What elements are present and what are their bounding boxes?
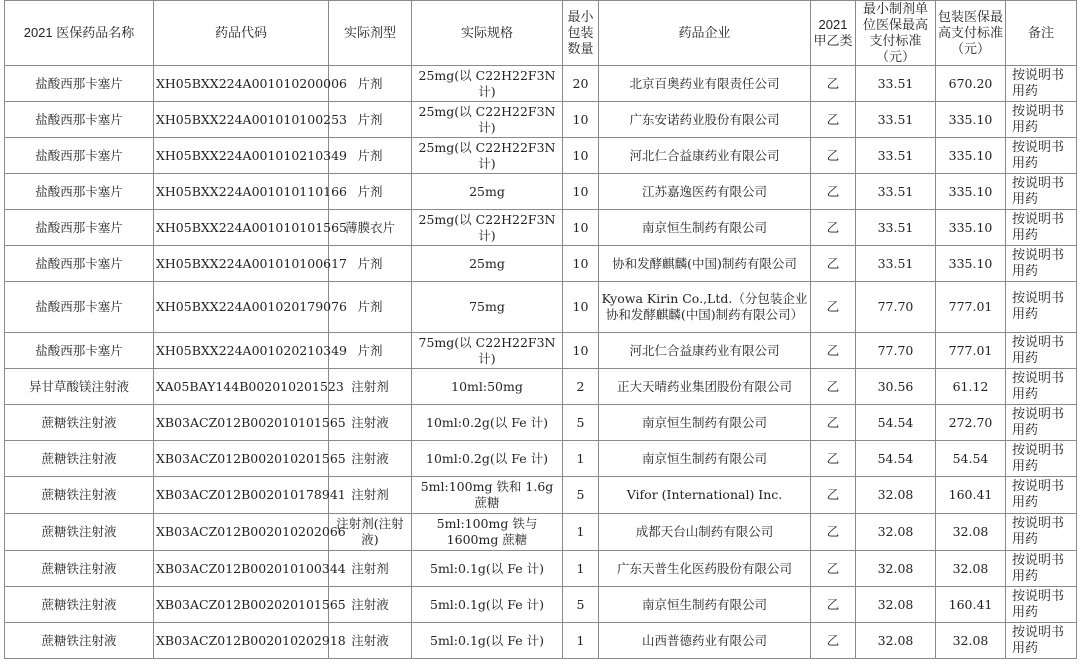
cell-package-quantity: 5: [563, 587, 599, 623]
cell-package-price-limit: 32.08: [936, 514, 1006, 551]
cell-drug-code: XH05BXX224A001020179076: [154, 282, 329, 333]
cell-unit-price-limit: 32.08: [856, 587, 936, 623]
cell-manufacturer: 山西普德药业有限公司: [599, 623, 811, 659]
cell-package-price-limit: 61.12: [936, 369, 1006, 405]
cell-drug-name: 蔗糖铁注射液: [5, 551, 154, 587]
cell-package-price-limit: 54.54: [936, 441, 1006, 477]
cell-unit-price-limit: 33.51: [856, 66, 936, 102]
cell-package-price-limit: 777.01: [936, 282, 1006, 333]
cell-remarks: 按说明书用药: [1006, 587, 1077, 623]
cell-dosage-form: 片剂: [329, 282, 412, 333]
cell-drug-name: 盐酸西那卡塞片: [5, 174, 154, 210]
table-row: [5, 477, 1077, 514]
cell-category: 乙: [811, 551, 856, 587]
cell-package-price-limit: 32.08: [936, 551, 1006, 587]
cell-remarks: 按说明书用药: [1006, 514, 1077, 551]
cell-remarks: 按说明书用药: [1006, 477, 1077, 514]
cell-unit-price-limit: 54.54: [856, 405, 936, 441]
cell-drug-name: 盐酸西那卡塞片: [5, 333, 154, 369]
table-row: [5, 102, 1077, 138]
cell-dosage-form: 片剂: [329, 333, 412, 369]
cell-unit-price-limit: 30.56: [856, 369, 936, 405]
cell-drug-name: 蔗糖铁注射液: [5, 405, 154, 441]
cell-package-quantity: 2: [563, 369, 599, 405]
cell-manufacturer: Vifor (International) Inc.: [599, 477, 811, 514]
cell-specification: 5ml:0.1g(以 Fe 计): [412, 623, 563, 659]
cell-package-price-limit: 777.01: [936, 333, 1006, 369]
cell-remarks: 按说明书用药: [1006, 282, 1077, 333]
cell-package-price-limit: 335.10: [936, 102, 1006, 138]
cell-drug-name: 蔗糖铁注射液: [5, 587, 154, 623]
cell-unit-price-limit: 33.51: [856, 246, 936, 282]
cell-drug-code: XB03ACZ012B002010202918: [154, 623, 329, 659]
cell-remarks: 按说明书用药: [1006, 102, 1077, 138]
cell-manufacturer: 南京恒生制药有限公司: [599, 405, 811, 441]
cell-drug-name: 盐酸西那卡塞片: [5, 246, 154, 282]
cell-dosage-form: 注射剂(注射液): [329, 514, 412, 551]
cell-package-price-limit: 32.08: [936, 623, 1006, 659]
cell-drug-code: XB03ACZ012B002020101565: [154, 587, 329, 623]
header-remarks: 备注: [1006, 1, 1077, 66]
cell-unit-price-limit: 54.54: [856, 441, 936, 477]
cell-manufacturer: 成都天台山制药有限公司: [599, 514, 811, 551]
cell-package-quantity: 10: [563, 102, 599, 138]
header-manufacturer: 药品企业: [599, 1, 811, 66]
cell-manufacturer: Kyowa Kirin Co.,Ltd.（分包装企业协和发酵麒麟(中国)制药有限公司）: [599, 282, 811, 333]
cell-package-quantity: 10: [563, 333, 599, 369]
cell-remarks: 按说明书用药: [1006, 174, 1077, 210]
cell-remarks: 按说明书用药: [1006, 369, 1077, 405]
cell-drug-code: XA05BAY144B002010201523: [154, 369, 329, 405]
cell-package-price-limit: 335.10: [936, 174, 1006, 210]
cell-remarks: 按说明书用药: [1006, 138, 1077, 174]
cell-package-quantity: 20: [563, 66, 599, 102]
cell-dosage-form: 注射液: [329, 587, 412, 623]
cell-drug-code: XH05BXX224A001010101565: [154, 210, 329, 246]
cell-unit-price-limit: 33.51: [856, 210, 936, 246]
cell-unit-price-limit: 32.08: [856, 623, 936, 659]
cell-remarks: 按说明书用药: [1006, 405, 1077, 441]
cell-dosage-form: 片剂: [329, 246, 412, 282]
cell-package-quantity: 10: [563, 138, 599, 174]
cell-dosage-form: 薄膜衣片: [329, 210, 412, 246]
cell-remarks: 按说明书用药: [1006, 623, 1077, 659]
header-drug-name: 2021 医保药品名称: [5, 1, 154, 66]
cell-category: 乙: [811, 174, 856, 210]
cell-specification: 5ml:0.1g(以 Fe 计): [412, 551, 563, 587]
cell-package-quantity: 10: [563, 246, 599, 282]
table-row: [5, 623, 1077, 659]
header-package-price-limit: 包装医保最高支付标准（元）: [936, 1, 1006, 66]
cell-unit-price-limit: 32.08: [856, 477, 936, 514]
cell-unit-price-limit: 77.70: [856, 333, 936, 369]
cell-drug-code: XB03ACZ012B002010100344: [154, 551, 329, 587]
header-unit-price-limit: 最小制剂单位医保最高支付标准（元）: [856, 1, 936, 66]
header-row: [5, 1, 1077, 66]
cell-specification: 25mg(以 C22H22F3N 计): [412, 102, 563, 138]
cell-remarks: 按说明书用药: [1006, 441, 1077, 477]
cell-manufacturer: 正大天晴药业集团股份有限公司: [599, 369, 811, 405]
cell-manufacturer: 南京恒生制药有限公司: [599, 587, 811, 623]
cell-drug-code: XH05BXX224A001010210349: [154, 138, 329, 174]
header-category: 2021甲乙类: [811, 1, 856, 66]
table-row: [5, 551, 1077, 587]
cell-package-quantity: 5: [563, 405, 599, 441]
cell-package-price-limit: 335.10: [936, 138, 1006, 174]
table-row: [5, 405, 1077, 441]
cell-drug-code: XB03ACZ012B002010201565: [154, 441, 329, 477]
cell-remarks: 按说明书用药: [1006, 551, 1077, 587]
cell-drug-code: XB03ACZ012B002010178941: [154, 477, 329, 514]
cell-category: 乙: [811, 514, 856, 551]
cell-category: 乙: [811, 246, 856, 282]
cell-unit-price-limit: 77.70: [856, 282, 936, 333]
cell-drug-code: XB03ACZ012B002010202066: [154, 514, 329, 551]
cell-category: 乙: [811, 405, 856, 441]
cell-category: 乙: [811, 587, 856, 623]
table-row: [5, 282, 1077, 333]
cell-dosage-form: 片剂: [329, 174, 412, 210]
header-dosage-form: 实际剂型: [329, 1, 412, 66]
cell-specification: 5ml:100mg 铁和 1.6g 蔗糖: [412, 477, 563, 514]
cell-specification: 25mg(以 C22H22F3N 计): [412, 138, 563, 174]
cell-manufacturer: 协和发酵麒麟(中国)制药有限公司: [599, 246, 811, 282]
cell-category: 乙: [811, 138, 856, 174]
cell-dosage-form: 注射剂: [329, 551, 412, 587]
cell-specification: 10ml:0.2g(以 Fe 计): [412, 405, 563, 441]
header-package-quantity: 最小包装数量: [563, 1, 599, 66]
cell-category: 乙: [811, 369, 856, 405]
cell-drug-name: 蔗糖铁注射液: [5, 623, 154, 659]
cell-drug-name: 蔗糖铁注射液: [5, 441, 154, 477]
cell-manufacturer: 河北仁合益康药业有限公司: [599, 333, 811, 369]
cell-category: 乙: [811, 441, 856, 477]
cell-category: 乙: [811, 282, 856, 333]
cell-dosage-form: 注射液: [329, 441, 412, 477]
cell-category: 乙: [811, 66, 856, 102]
cell-dosage-form: 片剂: [329, 138, 412, 174]
cell-specification: 5ml:100mg 铁与 1600mg 蔗糖: [412, 514, 563, 551]
cell-specification: 25mg(以 C22H22F3N 计): [412, 210, 563, 246]
cell-package-quantity: 1: [563, 514, 599, 551]
cell-unit-price-limit: 33.51: [856, 138, 936, 174]
cell-drug-name: 盐酸西那卡塞片: [5, 282, 154, 333]
table-row: [5, 514, 1077, 551]
cell-dosage-form: 片剂: [329, 102, 412, 138]
header-specification: 实际规格: [412, 1, 563, 66]
table-row: [5, 369, 1077, 405]
drug-table: [4, 0, 1077, 659]
cell-unit-price-limit: 32.08: [856, 514, 936, 551]
cell-category: 乙: [811, 333, 856, 369]
cell-specification: 75mg: [412, 282, 563, 333]
cell-package-price-limit: 160.41: [936, 587, 1006, 623]
cell-drug-name: 盐酸西那卡塞片: [5, 138, 154, 174]
cell-category: 乙: [811, 210, 856, 246]
cell-specification: 25mg(以 C22H22F3N 计): [412, 66, 563, 102]
cell-package-price-limit: 160.41: [936, 477, 1006, 514]
cell-manufacturer: 广东天普生化医药股份有限公司: [599, 551, 811, 587]
cell-unit-price-limit: 32.08: [856, 551, 936, 587]
table-row: [5, 246, 1077, 282]
table-row: [5, 138, 1077, 174]
cell-manufacturer: 南京恒生制药有限公司: [599, 210, 811, 246]
table-row: [5, 441, 1077, 477]
cell-package-quantity: 1: [563, 623, 599, 659]
cell-dosage-form: 片剂: [329, 66, 412, 102]
cell-dosage-form: 注射剂: [329, 477, 412, 514]
cell-dosage-form: 注射液: [329, 623, 412, 659]
cell-drug-name: 盐酸西那卡塞片: [5, 102, 154, 138]
cell-drug-code: XH05BXX224A001010100617: [154, 246, 329, 282]
cell-drug-code: XH05BXX224A001010110166: [154, 174, 329, 210]
cell-package-quantity: 5: [563, 477, 599, 514]
cell-specification: 5ml:0.1g(以 Fe 计): [412, 587, 563, 623]
cell-package-price-limit: 670.20: [936, 66, 1006, 102]
table-row: [5, 174, 1077, 210]
cell-category: 乙: [811, 477, 856, 514]
cell-specification: 25mg: [412, 174, 563, 210]
table-row: [5, 587, 1077, 623]
table-row: [5, 210, 1077, 246]
cell-specification: 10ml:0.2g(以 Fe 计): [412, 441, 563, 477]
cell-manufacturer: 江苏嘉逸医药有限公司: [599, 174, 811, 210]
cell-drug-code: XB03ACZ012B002010101565: [154, 405, 329, 441]
cell-category: 乙: [811, 102, 856, 138]
cell-remarks: 按说明书用药: [1006, 210, 1077, 246]
cell-drug-name: 盐酸西那卡塞片: [5, 66, 154, 102]
cell-remarks: 按说明书用药: [1006, 66, 1077, 102]
cell-manufacturer: 广东安诺药业股份有限公司: [599, 102, 811, 138]
cell-specification: 75mg(以 C22H22F3N 计): [412, 333, 563, 369]
cell-drug-name: 蔗糖铁注射液: [5, 514, 154, 551]
cell-dosage-form: 注射剂: [329, 369, 412, 405]
cell-package-price-limit: 335.10: [936, 210, 1006, 246]
cell-drug-code: XH05BXX224A001010200006: [154, 66, 329, 102]
cell-package-quantity: 10: [563, 174, 599, 210]
table-row: [5, 333, 1077, 369]
cell-remarks: 按说明书用药: [1006, 246, 1077, 282]
header-drug-code: 药品代码: [154, 1, 329, 66]
table-row: [5, 66, 1077, 102]
cell-remarks: 按说明书用药: [1006, 333, 1077, 369]
cell-package-quantity: 10: [563, 210, 599, 246]
cell-manufacturer: 河北仁合益康药业有限公司: [599, 138, 811, 174]
cell-package-quantity: 10: [563, 282, 599, 333]
cell-package-quantity: 1: [563, 441, 599, 477]
cell-drug-code: XH05BXX224A001020210349: [154, 333, 329, 369]
cell-category: 乙: [811, 623, 856, 659]
cell-drug-code: XH05BXX224A001010100253: [154, 102, 329, 138]
cell-package-price-limit: 272.70: [936, 405, 1006, 441]
cell-drug-name: 蔗糖铁注射液: [5, 477, 154, 514]
cell-package-price-limit: 335.10: [936, 246, 1006, 282]
cell-manufacturer: 南京恒生制药有限公司: [599, 441, 811, 477]
cell-drug-name: 盐酸西那卡塞片: [5, 210, 154, 246]
cell-specification: 25mg: [412, 246, 563, 282]
cell-manufacturer: 北京百奥药业有限责任公司: [599, 66, 811, 102]
cell-package-quantity: 1: [563, 551, 599, 587]
cell-dosage-form: 注射液: [329, 405, 412, 441]
cell-drug-name: 异甘草酸镁注射液: [5, 369, 154, 405]
cell-unit-price-limit: 33.51: [856, 102, 936, 138]
cell-specification: 10ml:50mg: [412, 369, 563, 405]
cell-unit-price-limit: 33.51: [856, 174, 936, 210]
